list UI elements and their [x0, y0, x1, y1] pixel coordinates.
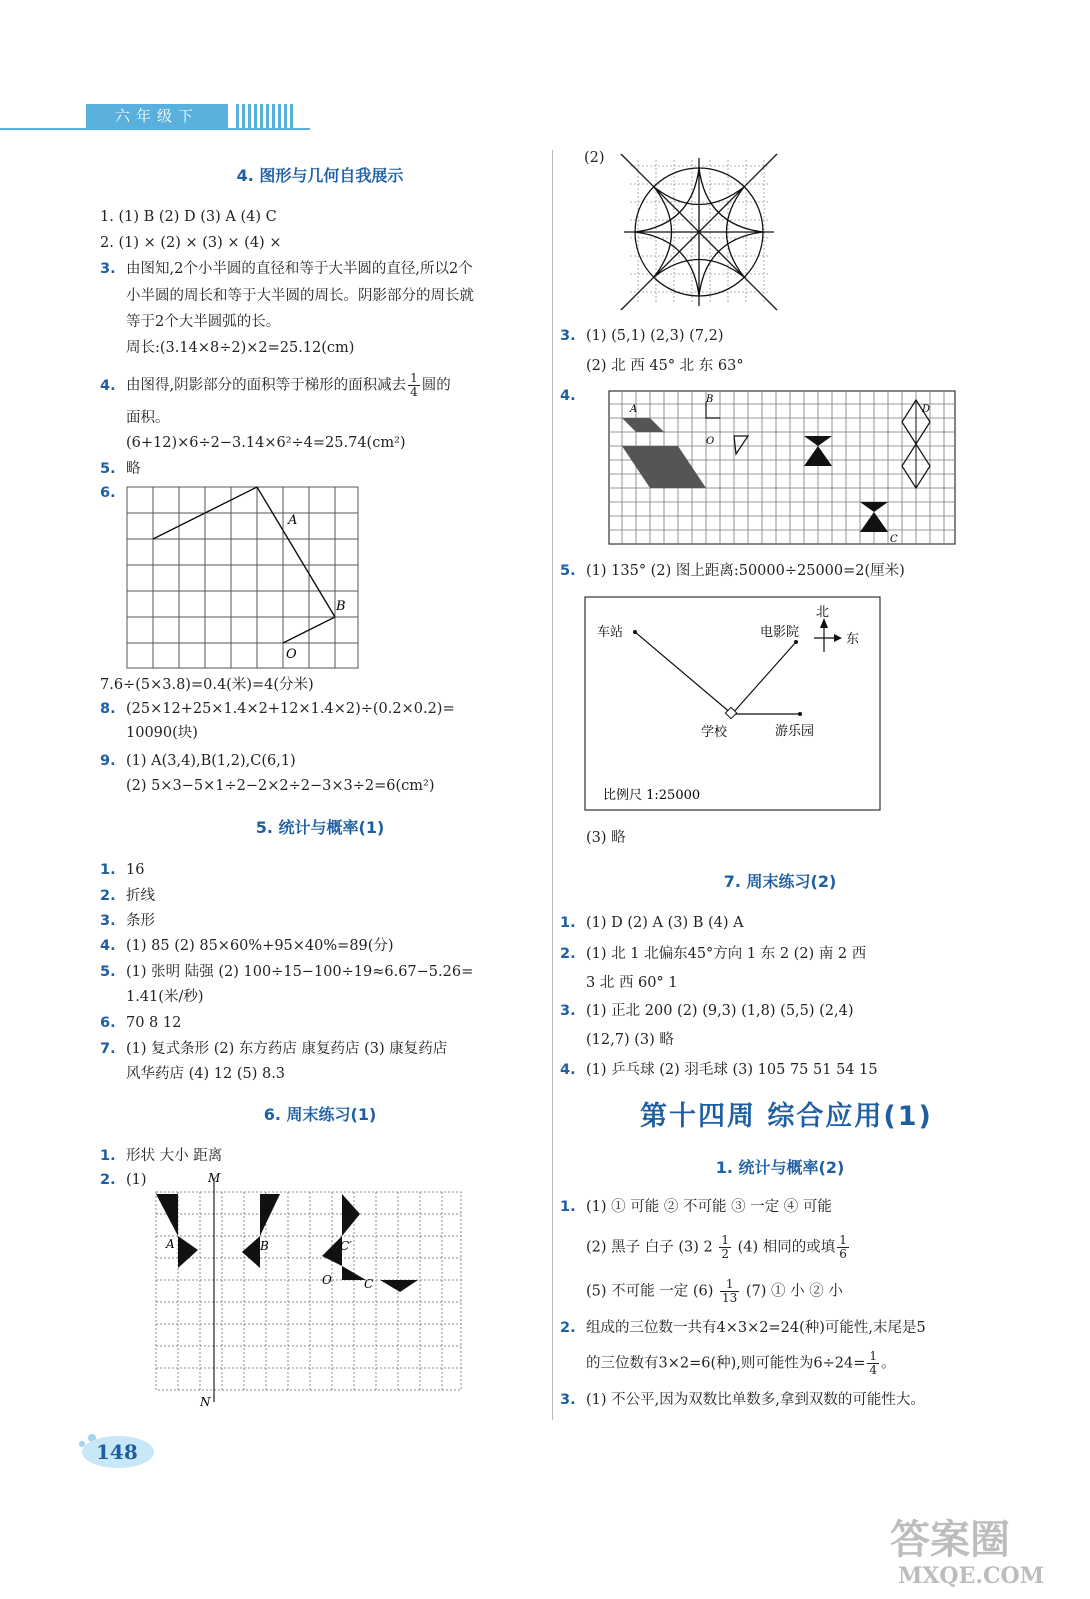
- question-number: 3.: [100, 913, 116, 929]
- watermark-top: 答案圈: [890, 1516, 1010, 1563]
- point-label: A: [288, 513, 298, 528]
- point-label: O: [286, 647, 297, 662]
- question-number: 3.: [100, 261, 116, 277]
- map-label: 游乐园: [775, 724, 815, 739]
- map-figure: [584, 596, 882, 812]
- question-number: 7.: [100, 1041, 116, 1057]
- answer-line: (1) D (2) A (3) B (4) A: [586, 915, 744, 931]
- answer-line: 由图知,2个小半圆的直径和等于大半圆的直径,所以2个: [126, 261, 473, 277]
- week-title: 第十四周 综合应用(1): [640, 1101, 933, 1132]
- watermark-bottom: MXQE.COM: [898, 1563, 1045, 1589]
- question-number: 6.: [100, 485, 116, 501]
- section-title-7: 7. 周末练习(2): [723, 872, 837, 891]
- answer-line: (6+12)×6÷2−3.14×6²÷4=25.74(cm²): [126, 435, 406, 451]
- map-label: 电影院: [760, 625, 800, 640]
- point-label: B: [260, 1239, 269, 1253]
- map-label: 学校: [701, 725, 728, 740]
- answer-line: (1) 张明 陆强 (2) 100÷15−100÷19≈6.67−5.26=: [126, 964, 474, 980]
- answer-line: 由图得,阴影部分的面积等于梯形的面积减去: [126, 377, 407, 394]
- question-number: 2.: [560, 946, 576, 962]
- circle-pattern-figure: [616, 152, 782, 312]
- section-title-6: 6. 周末练习(1): [263, 1105, 377, 1124]
- answer-line: (2) 黑子 白子 (3) 2: [586, 1239, 713, 1256]
- point-label: B: [706, 394, 714, 405]
- page-number: 148: [96, 1440, 138, 1464]
- answer-line: (2) 5×3−5×1÷2−2×2÷2−3×3÷2=6(cm²): [126, 778, 435, 794]
- answer-line: (1) 不公平,因为双数比单数多,拿到双数的可能性大。: [586, 1392, 925, 1408]
- question-number: 1.: [100, 862, 116, 878]
- page-number-badge: [78, 1430, 158, 1470]
- answer-line: 2. (1) × (2) × (3) × (4) ×: [100, 235, 282, 251]
- question-number: 2.: [100, 888, 116, 904]
- answer-line: 16: [126, 862, 145, 878]
- question-number: 2.: [100, 1172, 116, 1188]
- answer-line: (1) 85 (2) 85×60%+95×40%=89(分): [126, 938, 394, 954]
- answer-line: 略: [126, 461, 141, 477]
- question-number: 8.: [100, 701, 116, 717]
- rotation-grid-figure: [126, 486, 360, 670]
- answer-line: 70 8 12: [126, 1015, 182, 1031]
- point-label: A: [630, 404, 638, 415]
- fraction: $\frac{1}{13}$: [722, 1277, 738, 1305]
- section-title-4: 4. 图形与几何自我展示: [236, 166, 404, 185]
- question-number: 9.: [100, 753, 116, 769]
- fraction: $\frac{1}{4}$: [410, 371, 418, 399]
- question-number: 5.: [100, 461, 116, 477]
- fraction: $\frac{1}{4}$: [869, 1349, 878, 1377]
- question-number: 3.: [560, 328, 576, 344]
- axis-label: M: [208, 1172, 221, 1185]
- point-label: C: [890, 534, 898, 545]
- question-number: 2.: [560, 1320, 576, 1336]
- answer-line: 等于2个大半圆弧的长。: [126, 314, 281, 330]
- answer-line: (25×12+25×1.4×2+12×1.4×2)÷(0.2×0.2)=: [126, 701, 455, 717]
- point-label: B: [336, 599, 346, 614]
- point-label: D: [922, 404, 931, 415]
- point-label: A: [166, 1237, 175, 1251]
- point-label: C: [364, 1277, 374, 1291]
- answer-line: 3 北 西 60° 1: [586, 975, 678, 991]
- question-number: 6.: [100, 1015, 116, 1031]
- point-label: O: [322, 1273, 332, 1287]
- answer-line: 1. (1) B (2) D (3) A (4) C: [100, 209, 277, 225]
- transformation-grid-figure: [608, 390, 958, 546]
- map-label: 北: [816, 605, 830, 620]
- section-title-5: 5. 统计与概率(1): [255, 818, 385, 837]
- question-number: 4.: [560, 388, 576, 404]
- question-number: 5.: [560, 563, 576, 579]
- grade-label: 六年级下: [86, 104, 228, 128]
- answer-line: (2): [584, 150, 605, 166]
- header-stripes: [236, 104, 306, 128]
- answer-line: (1) 乒乓球 (2) 羽毛球 (3) 105 75 51 54 15: [586, 1062, 878, 1078]
- answer-line: 周长:(3.14×8÷2)×2=25.12(cm): [126, 340, 355, 356]
- answer-line: 折线: [126, 888, 155, 904]
- answer-line: 的三位数有3×2=6(种),则可能性为6÷24=: [586, 1355, 866, 1372]
- point-label: C′: [340, 1239, 352, 1253]
- answer-line: 7.6÷(5×3.8)=0.4(米)=4(分米): [100, 677, 314, 693]
- answer-line: 面积。: [126, 410, 170, 426]
- answer-line: (2) 北 西 45° 北 东 63°: [586, 358, 744, 374]
- answer-line: (12,7) (3) 略: [586, 1032, 674, 1048]
- column-divider: [552, 150, 553, 1420]
- map-scale: 比例尺 1:25000: [603, 788, 701, 803]
- question-number: 1.: [560, 915, 576, 931]
- answer-line: (1) 正北 200 (2) (9,3) (1,8) (5,5) (2,4): [586, 1003, 854, 1019]
- answer-line: (3) 略: [586, 830, 626, 846]
- answer-line: (4) 相同的或填: [737, 1239, 836, 1256]
- answer-line: (7) ① 小 ② 小: [745, 1283, 843, 1300]
- question-number: 1.: [560, 1199, 576, 1215]
- answer-line: (5) 不可能 一定 (6): [586, 1283, 714, 1300]
- header-rule: [0, 128, 310, 130]
- answer-line: (1): [126, 1172, 147, 1188]
- answer-line: 1.41(米/秒): [126, 989, 204, 1005]
- answer-line: 10090(块): [126, 725, 198, 741]
- answer-line: (1) 135° (2) 图上距离:50000÷25000=2(厘米): [586, 563, 905, 579]
- answer-line: 小半圆的周长和等于大半圆的周长。阴影部分的周长就: [126, 288, 474, 304]
- question-number: 3.: [560, 1392, 576, 1408]
- section-title-1: 1. 统计与概率(2): [715, 1158, 845, 1177]
- question-number: 3.: [560, 1003, 576, 1019]
- axis-label: N: [200, 1395, 211, 1408]
- answer-line: (1) 复式条形 (2) 东方药店 康复药店 (3) 康复药店: [126, 1041, 448, 1057]
- question-number: 4.: [100, 938, 116, 954]
- answer-line: (1) (5,1) (2,3) (7,2): [586, 328, 724, 344]
- point-label: O: [706, 436, 715, 447]
- map-label: 车站: [597, 625, 624, 640]
- question-number: 4.: [100, 377, 116, 394]
- answer-line: (1) A(3,4),B(1,2),C(6,1): [126, 753, 296, 769]
- watermark-logo: [880, 1505, 1070, 1590]
- fraction: $\frac{1}{6}$: [839, 1233, 847, 1261]
- answer-line: (1) 北 1 北偏东45°方向 1 东 2 (2) 南 2 西: [586, 946, 867, 962]
- answer-line: (1) ① 可能 ② 不可能 ③ 一定 ④ 可能: [586, 1199, 832, 1215]
- symmetry-grid-figure: [150, 1172, 466, 1408]
- fraction: $\frac{1}{2}$: [721, 1233, 729, 1261]
- answer-line: 圆的: [421, 377, 451, 394]
- answer-line: 风华药店 (4) 12 (5) 8.3: [126, 1066, 286, 1082]
- question-number: 4.: [560, 1062, 576, 1078]
- question-number: 1.: [100, 1148, 116, 1164]
- question-number: 5.: [100, 964, 116, 980]
- answer-line: 组成的三位数一共有4×3×2=24(种)可能性,末尾是5: [586, 1320, 926, 1336]
- answer-line: 条形: [126, 913, 155, 929]
- map-label: 东: [846, 632, 860, 647]
- answer-line: 形状 大小 距离: [126, 1148, 223, 1164]
